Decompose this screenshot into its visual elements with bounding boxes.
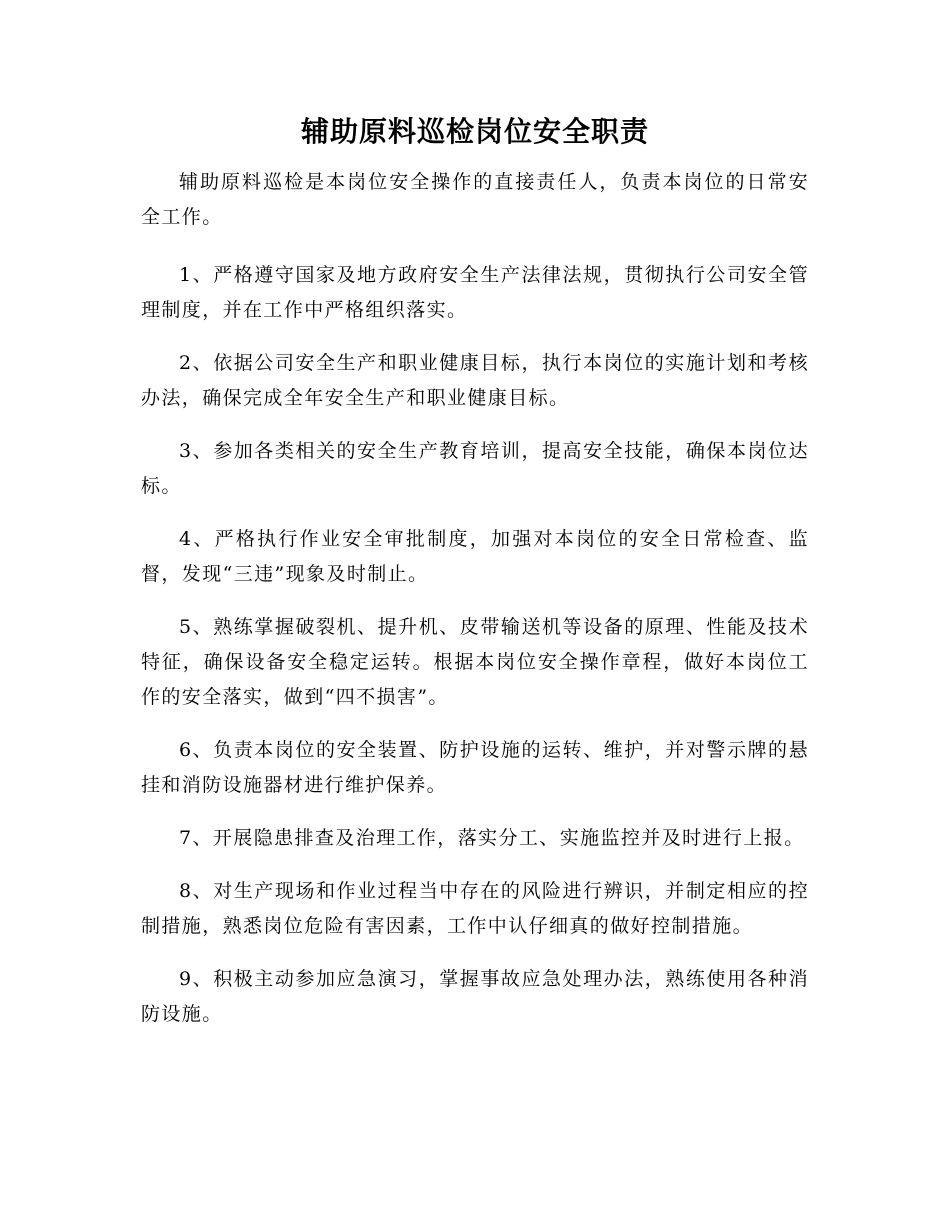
duty-item-4: 4、严格执行作业安全审批制度，加强对本岗位的安全日常检查、监督，发现“三违”现象及时制止。: [141, 528, 809, 585]
document-title: 辅助原料巡检岗位安全职责: [300, 115, 649, 148]
duty-item-9: 9、积极主动参加应急演习，掌握事故应急处理办法，熟练使用各种消防设施。: [141, 968, 809, 1025]
duty-item-6: 6、负责本岗位的安全装置、防护设施的运转、维护，并对警示牌的悬挂和消防设施器材进行维护保养。: [141, 739, 809, 796]
intro-paragraph: 辅助原料巡检是本岗位安全操作的直接责任人，负责本岗位的日常安全工作。: [141, 171, 809, 228]
duty-item-7: 7、开展隐患排查及治理工作，落实分工、实施监控并及时进行上报。: [179, 827, 805, 849]
duty-item-3: 3、参加各类相关的安全生产教育培训，提高安全技能，确保本岗位达标。: [141, 440, 809, 497]
duty-item-1: 1、严格遵守国家及地方政府安全生产法律法规，贯彻执行公司安全管理制度，并在工作中严格组织落实。: [141, 264, 809, 321]
duty-item-8: 8、对生产现场和作业过程当中存在的风险进行辨识，并制定相应的控制措施，熟悉岗位危险有害因素，工作中认仔细真的做好控制措施。: [141, 880, 809, 937]
document-body: [141, 165, 809, 1050]
duty-item-5: 5、熟练掌握破裂机、提升机、皮带输送机等设备的原理、性能及技术特征，确保设备安全稳定运转。根据本岗位安全操作章程，做好本岗位工作的安全落实，做到“四不损害”。: [141, 616, 809, 708]
duty-item-2: 2、依据公司安全生产和职业健康目标，执行本岗位的实施计划和考核办法，确保完成全年安全生产和职业健康目标。: [141, 352, 809, 409]
